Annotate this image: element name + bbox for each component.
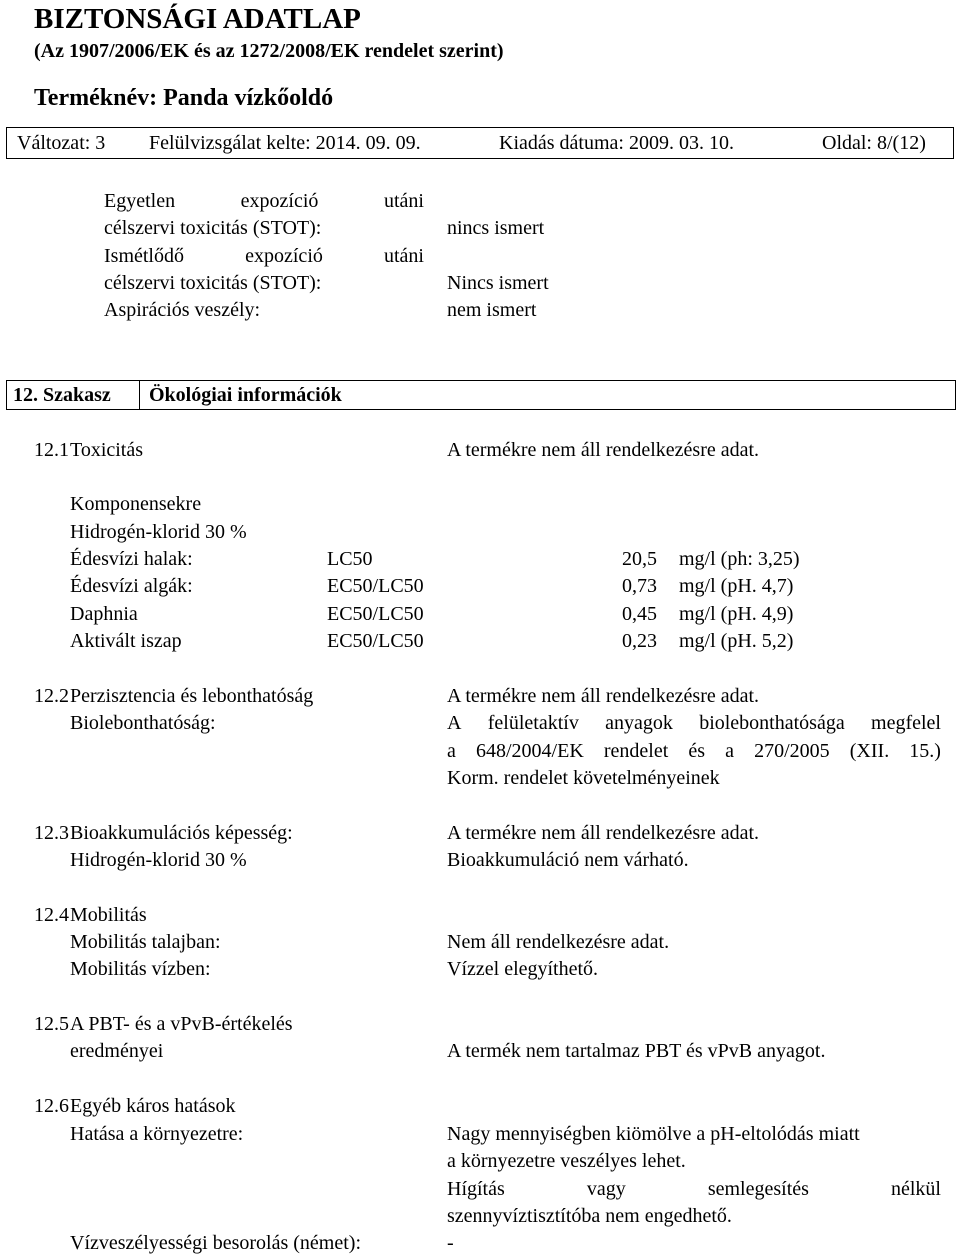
s121-number: 12.1 <box>34 439 69 461</box>
s126-number: 12.6 <box>34 1095 69 1117</box>
section-divider <box>139 381 140 409</box>
s125-label-line1: A PBT- és a vPvB-értékelés <box>70 1013 293 1035</box>
stot-repeat-value: Nincs ismert <box>447 272 549 294</box>
section-number: 12. Szakasz <box>13 384 111 406</box>
product-name: Terméknév: Panda vízkőoldó <box>34 85 334 111</box>
tox-type: EC50/LC50 <box>327 630 424 652</box>
s122-number: 12.2 <box>34 685 69 707</box>
aspiration-label: Aspirációs veszély: <box>104 299 261 321</box>
s125-value: A termék nem tartalmaz PBT és vPvB anyagot. <box>447 1040 826 1062</box>
document-subtitle: (Az 1907/2006/EK és az 1272/2008/EK rendelet szerint) <box>34 40 504 62</box>
tox-value: 20,5 <box>622 548 657 570</box>
tox-value: 0,73 <box>622 575 657 597</box>
s124-number: 12.4 <box>34 904 69 926</box>
header-bar <box>6 127 954 159</box>
tox-unit: mg/l (pH. 4,7) <box>679 575 794 597</box>
s123-label: Bioakkumulációs képesség: <box>70 822 293 844</box>
version: Változat: 3 <box>17 132 106 154</box>
stot-single-value: nincs ismert <box>447 217 545 239</box>
tox-organism: Daphnia <box>70 603 138 625</box>
s123-component-value: Bioakkumuláció nem várható. <box>447 849 689 871</box>
s121-label: Toxicitás <box>70 439 144 461</box>
section-header <box>6 380 956 410</box>
soil-mobility-label: Mobilitás talajban: <box>70 931 221 953</box>
section-title: Ökológiai információk <box>149 384 342 406</box>
stot-single-line2: célszervi toxicitás (STOT): <box>104 217 322 239</box>
water-hazard-value: - <box>447 1232 454 1254</box>
issue-date: Kiadás dátuma: 2009. 03. 10. <box>499 132 734 154</box>
stot-repeat-line1: Ismétlődő expozíció utáni <box>104 245 424 267</box>
biodegradability-line1: A felületaktív anyagok biolebonthatósága megfelel <box>447 712 941 734</box>
biodegradability-line3: Korm. rendelet követelményeinek <box>447 767 720 789</box>
tox-organism: Aktivált iszap <box>70 630 182 652</box>
water-mobility-value: Vízzel elegyíthető. <box>447 958 599 980</box>
biodegradability-label: Biolebonthatóság: <box>70 712 216 734</box>
s121-value: A termékre nem áll rendelkezésre adat. <box>447 439 760 461</box>
tox-unit: mg/l (ph: 3,25) <box>679 548 800 570</box>
s125-label-line2: eredményei <box>70 1040 164 1062</box>
environment-effect-line4: szennyvíztisztítóba nem engedhető. <box>447 1205 732 1227</box>
aspiration-value: nem ismert <box>447 299 537 321</box>
tox-type: EC50/LC50 <box>327 603 424 625</box>
s123-number: 12.3 <box>34 822 69 844</box>
environment-effect-line1: Nagy mennyiségben kiömölve a pH-eltolódás miatt <box>447 1123 860 1145</box>
biodegradability-line2: a 648/2004/EK rendelet és a 270/2005 (XII. 15.) <box>447 740 941 762</box>
tox-value: 0,45 <box>622 603 657 625</box>
tox-value: 0,23 <box>622 630 657 652</box>
review-date: Felülvizsgálat kelte: 2014. 09. 09. <box>149 132 421 154</box>
tox-organism: Édesvízi halak: <box>70 548 193 570</box>
s125-number: 12.5 <box>34 1013 69 1035</box>
s123-component: Hidrogén-klorid 30 % <box>70 849 247 871</box>
tox-unit: mg/l (pH. 4,9) <box>679 603 794 625</box>
components-label: Komponensekre <box>70 493 202 515</box>
soil-mobility-value: Nem áll rendelkezésre adat. <box>447 931 670 953</box>
tox-organism: Édesvízi algák: <box>70 575 193 597</box>
s126-label: Egyéb káros hatások <box>70 1095 236 1117</box>
s122-value: A termékre nem áll rendelkezésre adat. <box>447 685 760 707</box>
page-number: Oldal: 8/(12) <box>822 132 926 154</box>
stot-single-line1: Egyetlen expozíció utáni <box>104 190 424 212</box>
component-name: Hidrogén-klorid 30 % <box>70 521 247 543</box>
environment-effect-line2: a környezetre veszélyes lehet. <box>447 1150 686 1172</box>
tox-type: EC50/LC50 <box>327 575 424 597</box>
s124-label: Mobilitás <box>70 904 147 926</box>
environment-effect-label: Hatása a környezetre: <box>70 1123 244 1145</box>
tox-type: LC50 <box>327 548 373 570</box>
water-mobility-label: Mobilitás vízben: <box>70 958 211 980</box>
s122-label: Perzisztencia és lebonthatóság <box>70 685 314 707</box>
environment-effect-line3: Hígítás vagy semlegesítés nélkül <box>447 1178 941 1200</box>
stot-repeat-line2: célszervi toxicitás (STOT): <box>104 272 322 294</box>
document-title: BIZTONSÁGI ADATLAP <box>34 3 361 35</box>
water-hazard-label: Vízveszélyességi besorolás (német): <box>70 1232 362 1254</box>
tox-unit: mg/l (pH. 5,2) <box>679 630 794 652</box>
s123-value: A termékre nem áll rendelkezésre adat. <box>447 822 760 844</box>
